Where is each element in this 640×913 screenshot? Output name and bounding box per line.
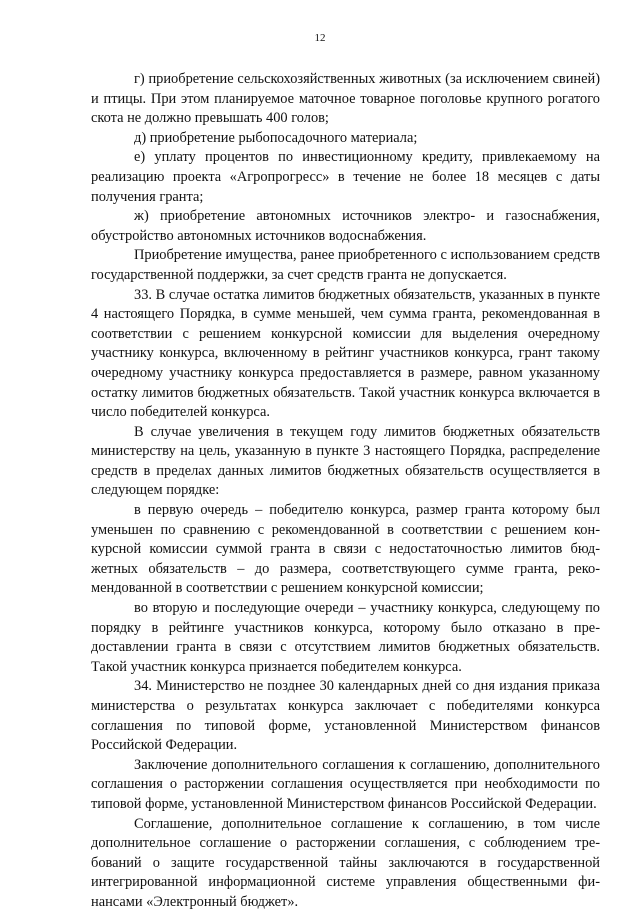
document-body [91, 70, 600, 913]
paragraph-limit-increase: В случае увеличения в текущем году лимитов бюджетных обязательств министерству на цель, указанную в пункте 3 настоящего Порядка, распределение средств в пределах данных лимитов бюджетных обязательств осуществляется в следующем порядке: [91, 423, 600, 499]
paragraph-property-restriction: Приобретение имущества, ранее приобретенного с использованием средств государственной поддержки, за счет средств гранта не допускается. [91, 247, 600, 283]
paragraph-clause-33: 33. В случае остатка лимитов бюджетных обязательств, указанных в пункте 4 настоящего Порядка, в сумме меньшей, чем сумма гранта, рекомендованная в соответствии с решением конкурсной комиссии для выделения очередному участнику конкурса, включенному в рейтинг участников конкурса, грант такому очередному участнику конкурса предоставляется в размере, равном указанному остатку лимитов бюджетных обязательств. Такой участник конкурса включается в число победителей конкурса. [91, 286, 600, 421]
paragraph-clause-34: 34. Министерство не позднее 30 календарных дней со дня издания приказа министерства о результатах конкурса заключает с победителями конкурса соглашения по типовой форме, установленной Министерством финансов Российской Федерации. [91, 678, 600, 754]
page-number: 12 [314, 32, 326, 44]
paragraph-item-g: г) приобретение сельскохозяйственных животных (за исключением свиней) и птицы. При этом планируемое маточное товарное поголовье крупного рогатого скота не должно превышать 400 голов; [91, 71, 600, 127]
paragraph-additional-agreement: Заключение дополнительного соглашения к соглашению, дополнительного соглашения о расторжении соглашения осуществляется при необходимости по типовой форме, установленной Министерством финансов Российской Федерации. [91, 756, 600, 812]
paragraph-item-zh: ж) приобретение автономных источников электро- и газоснабжения, обустройство автономных источников водоснабжения. [91, 208, 600, 244]
paragraph-second-priority: во вторую и последующие очереди – участнику конкурса, следующему по порядку в рейтинге участников конкурса, которому было отказано в предоставлении гранта в связи с отсутствием лимитов бюджетных обязательств. Такой участник конкурса признается победителем конкурса. [91, 600, 600, 675]
paragraph-first-priority: в первую очередь – победителю конкурса, размер гранта которому был уменьшен по сравнению с рекомендованной в соответствии с решением конкурсной комиссии суммой гранта в связи с недостаточностью лимитов бюджетных обязательств – до размера, соответствующего сумме гранта, рекомендованной в соответствии с решением конкурсной комиссии; [91, 502, 600, 597]
paragraph-item-d: д) приобретение рыбопосадочного материала; [134, 129, 418, 146]
paragraph-electronic-budget: Соглашение, дополнительное соглашение к соглашению, в том числе дополнительное соглашение о расторжении соглашения, с соблюдением требований о защите государственной тайны заключаются в государственной интегрированной информационной системе управления общественными финансами «Электронный бюджет». [91, 815, 600, 910]
paragraph-item-e: е) уплату процентов по инвестиционному кредиту, привлекаемому на реализацию проекта «Агропрогресс» в течение не более 18 месяцев с даты получения гранта; [91, 149, 600, 205]
